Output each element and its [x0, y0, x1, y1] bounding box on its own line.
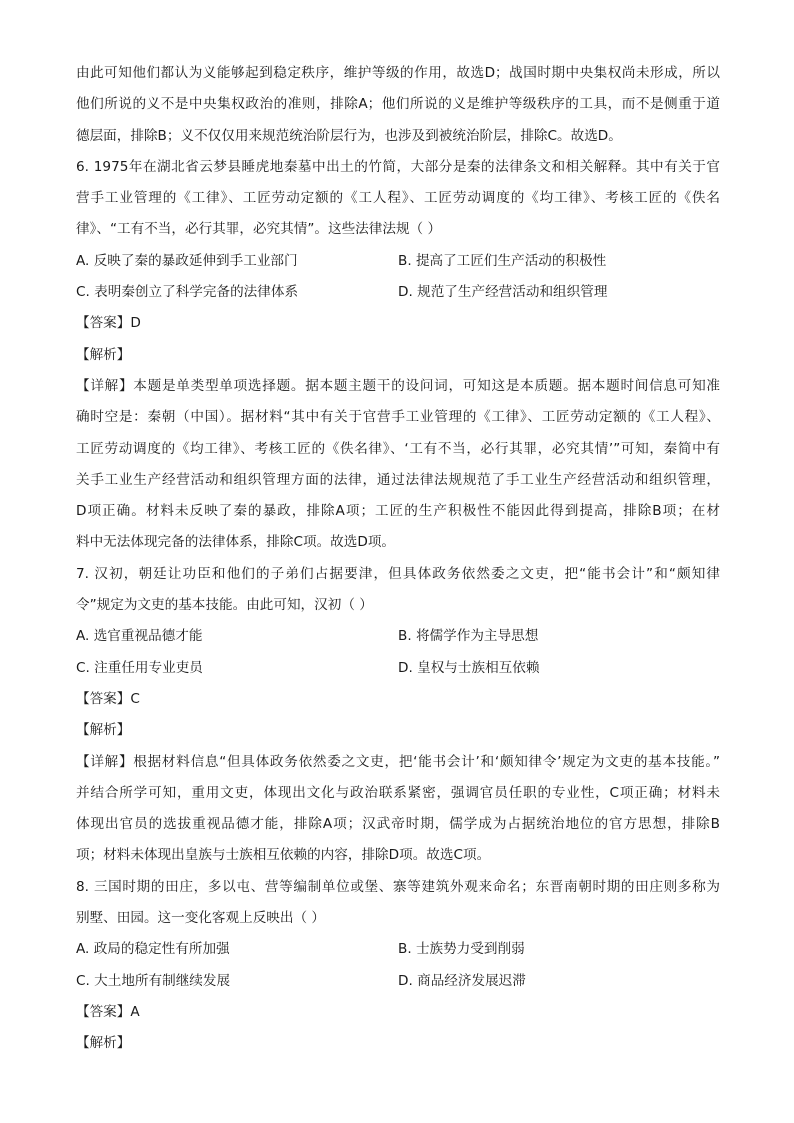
q7-detail-line: 体现出官员的选拔重视品德才能，排除A项；汉武帝时期，儒学成为占据统治地位的官方思想，排除B — [76, 816, 720, 833]
q8-options-row — [76, 934, 720, 965]
q8-answer: 【答案】A — [76, 1003, 140, 1020]
q8-options-row — [76, 966, 720, 997]
q6-option-a: A. 反映了秦的暴政延伸到手工业部门 — [76, 252, 298, 269]
q7-detail-line: 并结合所学可知，重用文吏，体现出文化与政治联系紧密，强调官员任职的专业性，C项正确；材料未 — [76, 784, 720, 801]
q7-analysis-label: 【解析】 — [76, 722, 131, 739]
document-page — [76, 58, 720, 1060]
q6-detail-line: 工匠劳动调度的《均工律》、考核工匠的《佚名律》、‘工有不当，必行其罪，必究其情’”可知，秦简中有 — [76, 440, 720, 457]
q7-option-c: C. 注重任用专业吏员 — [76, 659, 203, 676]
q6-detail-line: 料中无法体现完备的法律体系，排除C项。故选D项。 — [76, 534, 396, 551]
q7-detail-line: 项；材料未体现出皇族与士族相互依赖的内容，排除D项。故选C项。 — [76, 847, 491, 864]
q6-detail-line: 关手工业生产经营活动和组织管理方面的法律，通过法律法规规范了手工业生产经营活动和组织管理， — [76, 471, 720, 488]
intro-line: 德层面，排除B；义不仅仅用来规范统治阶层行为，也涉及到被统治阶层，排除C。故选D。 — [76, 127, 622, 144]
q8-stem-line: 8. 三国时期的田庄，多以屯、营等编制单位或堡、寨等建筑外观来命名；东晋南朝时期的田庄则多称为 — [76, 878, 720, 895]
q6-option-d: D. 规范了生产经营活动和组织管理 — [398, 284, 608, 301]
q6-stem-line: 营手工业管理的《工律》、工匠劳动定额的《工人程》、工匠劳动调度的《均工律》、考核工匠的《佚名 — [76, 190, 720, 207]
q7-option-d: D. 皇权与士族相互依赖 — [398, 659, 540, 676]
q6-detail-line: D项正确。材料未反映了秦的暴政，排除A项；工匠的生产积极性不能因此得到提高，排除B项；在材 — [76, 503, 720, 520]
q6-detail-line: 【详解】本题是单类型单项选择题。据本题主题干的设问词，可知这是本质题。据本题时间信息可知准 — [76, 377, 720, 394]
q6-stem-line: 律》、“工有不当，必行其罪，必究其情”。这些法律法规（ ） — [76, 221, 442, 238]
q6-option-c: C. 表明秦创立了科学完备的法律体系 — [76, 284, 299, 301]
q8-option-a: A. 政局的稳定性有所加强 — [76, 941, 230, 958]
q7-detail-line: 【详解】根据材料信息“但具体政务依然委之文吏，把‘能书会计’和‘颇知律令’规定为文吏的基本技能。” — [76, 753, 720, 770]
q6-options-row — [76, 246, 720, 277]
q6-answer: 【答案】D — [76, 315, 141, 332]
q7-options-row — [76, 653, 720, 684]
q8-option-c: C. 大土地所有制继续发展 — [76, 972, 231, 989]
q6-options-row — [76, 277, 720, 308]
q8-analysis-label: 【解析】 — [76, 1035, 131, 1052]
q6-analysis-label: 【解析】 — [76, 346, 131, 363]
q8-option-b: B. 士族势力受到削弱 — [398, 941, 525, 958]
q7-stem-line: 令”规定为文吏的基本技能。由此可知，汉初（ ） — [76, 597, 373, 614]
q7-answer: 【答案】C — [76, 690, 140, 707]
q7-option-a: A. 选官重视品德才能 — [76, 628, 203, 645]
q6-detail-line: 确时空是：秦朝（中国）。据材料“其中有关于官营手工业管理的《工律》、工匠劳动定额的《工人程》、 — [76, 409, 720, 426]
q8-option-d: D. 商品经济发展迟滞 — [398, 972, 526, 989]
q8-stem-line: 别墅、田园。这一变化客观上反映出（ ） — [76, 910, 326, 927]
q6-stem-line: 6. 1975年在湖北省云梦县睡虎地秦墓中出土的竹简，大部分是秦的法律条文和相关解释。其中有关于官 — [76, 158, 720, 175]
q7-stem-line: 7. 汉初，朝廷让功臣和他们的子弟们占据要津，但具体政务依然委之文吏，把“能书会计”和“颇知律 — [76, 565, 720, 582]
q6-option-b: B. 提高了工匠们生产活动的积极性 — [398, 252, 607, 269]
q7-options-row — [76, 621, 720, 652]
q7-option-b: B. 将儒学作为主导思想 — [398, 628, 539, 645]
intro-line: 由此可知他们都认为义能够起到稳定秩序，维护等级的作用，故选D；战国时期中央集权尚未形成，所以 — [76, 65, 720, 81]
intro-line: 他们所说的义不是中央集权政治的准则，排除A；他们所说的义是维护等级秩序的工具，而不是侧重于道 — [76, 96, 720, 113]
